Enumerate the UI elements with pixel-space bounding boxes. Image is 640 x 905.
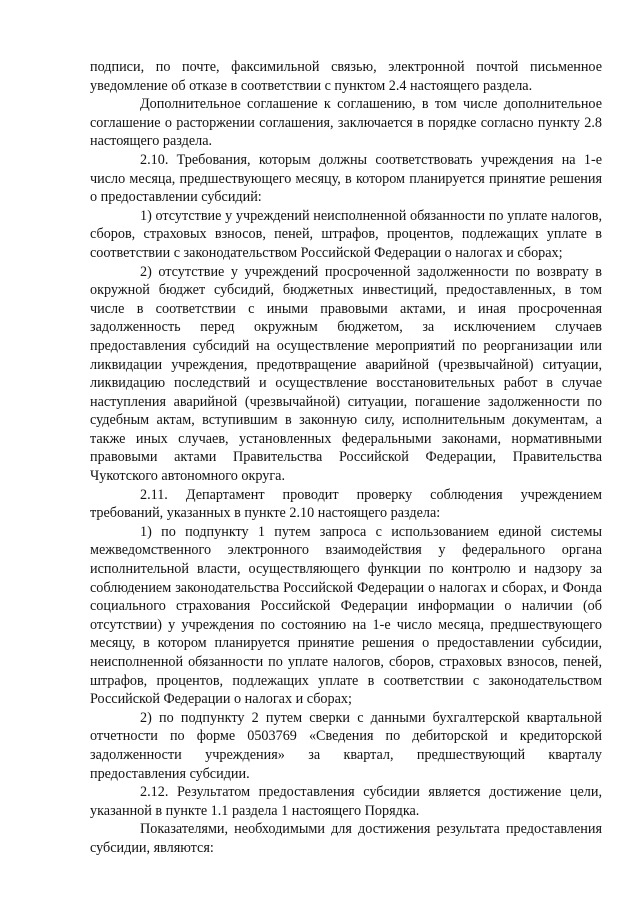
- paragraph-2-11-item-2: 2) по подпункту 2 путем сверки с данными бухгалтерской квартальной отчетности по форме 0503769 «Сведения по дебиторской и кредиторской задолженности учреждения» за квартал, предшествующий кварталу предоставления субсидии.: [90, 709, 602, 782]
- document-page: [90, 58, 602, 858]
- paragraph-2-10-item-1: 1) отсутствие у учреждений неисполненной обязанности по уплате налогов, сборов, страховых взносов, пеней, штрафов, процентов, подлежащих уплате в соответствии с законодательством Российской Федерации о налогах и сборах;: [90, 207, 602, 261]
- paragraph-2-11: 2.11. Департамент проводит проверку соблюдения учреждением требований, указанных в пункте 2.10 настоящего раздела:: [90, 486, 602, 522]
- paragraph-2-10-item-2: 2) отсутствие у учреждений просроченной задолженности по возврату в окружной бюджет субсидий, бюджетных инвестиций, предоставленных, в том числе в соответствии с иными правовыми актами, и иная просроченная задолженность перед окружным бюджетом, за исключением случаев предоставления субсидий на осуществление мероприятий по реорганизации или ликвидации учреждения, предотвращение аварийной (чрезвычайной) ситуации, ликвидацию последствий и осуществление восстановительных работ в случае наступления аварийной (чрезвычайной) ситуации, погашение задолженности по судебным актам, вступившим в законную силу, исполнительным документам, а также иных случаев, установленных федеральными законами, нормативными правовыми актами Правительства Российской Федерации, Правительства Чукотского автономного округа.: [90, 263, 602, 485]
- paragraph-2-10: 2.10. Требования, которым должны соответствовать учреждения на 1-е число месяца, предшествующего месяцу, в котором планируется принятие решения о предоставлении субсидий:: [90, 151, 602, 206]
- paragraph-additional-agreement: Дополнительное соглашение к соглашению, в том числе дополнительное соглашение о расторжении соглашения, заключается в порядке согласно пункту 2.8 настоящего раздела.: [90, 96, 602, 150]
- paragraph-notice-refusal: подписи, по почте, факсимильной связью, электронной почтой письменное уведомление об отказе в соответствии с пунктом 2.4 настоящего раздела.: [90, 59, 602, 94]
- paragraph-2-11-item-1: 1) по подпункту 1 путем запроса с использованием единой системы межведомственного электронного взаимодействия у федерального органа исполнительной власти, осуществляющего функции по контролю и надзору за соблюдением законодательства Российской Федерации о налогах и сборах, и Фонда социального страхования Российской Федерации информации о наличии (об отсутствии) у учреждения по состоянию на 1-е число месяца, предшествующего месяцу, в котором планируется принятие решения о предоставлении субсидии, неисполненной обязанности по уплате налогов, сборов, страховых взносов, пеней, штрафов, процентов, подлежащих уплате в соответствии с законодательством Российской Федерации о налогах и сборах;: [90, 523, 602, 708]
- paragraph-2-12: 2.12. Результатом предоставления субсидии является достижение цели, указанной в пункте 1.1 раздела 1 настоящего Порядка.: [90, 784, 602, 819]
- paragraph-indicators: Показателями, необходимыми для достижения результата предоставления субсидии, являются:: [90, 821, 602, 856]
